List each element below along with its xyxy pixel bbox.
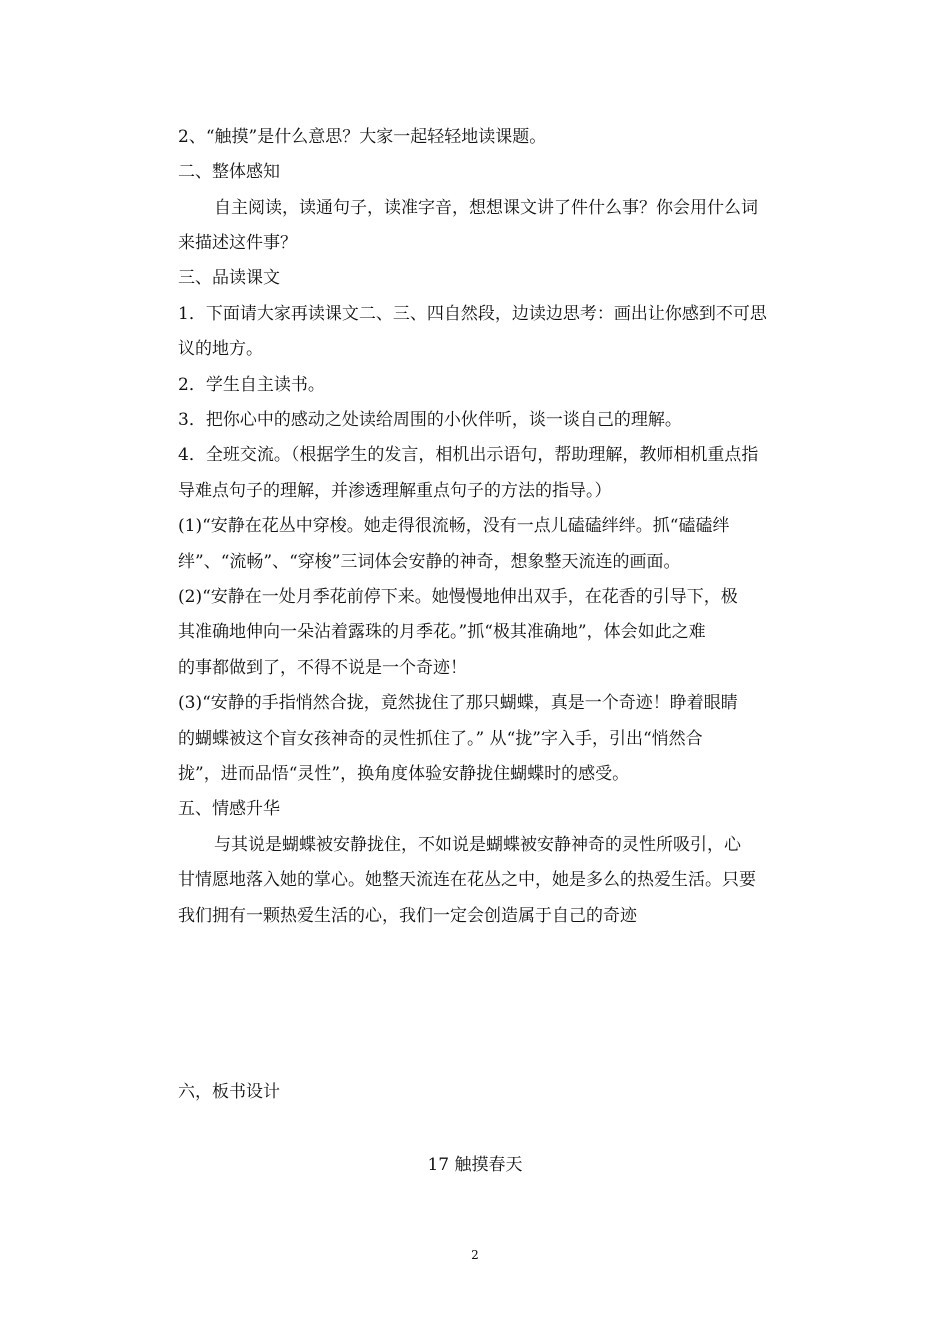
text-line: 2．学生自主读书。 xyxy=(178,375,325,395)
text-line: 与其说是蝴蝶被安静拢住，不如说是蝴蝶被安静神奇的灵性所吸引，心 xyxy=(214,835,741,855)
text-line: (3)“安静的手指悄然合拢，竟然拢住了那只蝴蝶，真是一个奇迹！睁着眼睛 xyxy=(178,693,738,713)
text-line: 2、“触摸”是什么意思？大家一起轻轻地读课题。 xyxy=(178,127,547,147)
board-title: 17 触摸春天 xyxy=(427,1155,523,1175)
text-line: 其准确地伸向一朵沾着露珠的月季花。”抓“极其准确地”，体会如此之难 xyxy=(178,622,706,642)
text-line: 的事都做到了，不得不说是一个奇迹！ xyxy=(178,658,467,678)
section-heading: 三、品读课文 xyxy=(178,268,280,288)
text-line: (1)“安静在花丛中穿梭。她走得很流畅，没有一点儿磕磕绊绊。抓“磕磕绊 xyxy=(178,516,730,536)
text-line: (2)“安静在一处月季花前停下来。她慢慢地伸出双手，在花香的引导下，极 xyxy=(178,587,738,607)
text-line: 3．把你心中的感动之处读给周围的小伙伴听，谈一谈自己的理解。 xyxy=(178,410,682,430)
text-line: 4．全班交流。（根据学生的发言，相机出示语句，帮助理解，教师相机重点指 xyxy=(178,445,759,465)
text-line: 拢”，进而品悟“灵性”，换角度体验安静拢住蝴蝶时的感受。 xyxy=(178,764,630,784)
section-heading: 五、情感升华 xyxy=(178,799,280,819)
text-line: 自主阅读，读通句子，读准字音，想想课文讲了件什么事？你会用什么词 xyxy=(214,198,758,218)
text-line: 导难点句子的理解，并渗透理解重点句子的方法的指导。） xyxy=(178,481,612,501)
page-number: 2 xyxy=(471,1248,479,1262)
text-line: 1．下面请大家再读课文二、三、四自然段，边读边思考：画出让你感到不可思 xyxy=(178,304,767,324)
text-line: 的蝴蝶被这个盲女孩神奇的灵性抓住了。” 从“拢”字入手，引出“悄然合 xyxy=(178,729,703,749)
text-line: 我们拥有一颗热爱生活的心，我们一定会创造属于自己的奇迹 xyxy=(178,906,637,926)
text-line: 来描述这件事？ xyxy=(178,233,297,253)
text-line: 绊”、“流畅”、“穿梭”三词体会安静的神奇，想象整天流连的画面。 xyxy=(178,552,681,572)
section-heading: 二、整体感知 xyxy=(178,162,280,182)
text-line: 议的地方。 xyxy=(178,339,263,359)
section-heading: 六，板书设计 xyxy=(178,1082,280,1102)
text-line: 甘情愿地落入她的掌心。她整天流连在花丛之中，她是多么的热爱生活。只要 xyxy=(178,870,756,890)
